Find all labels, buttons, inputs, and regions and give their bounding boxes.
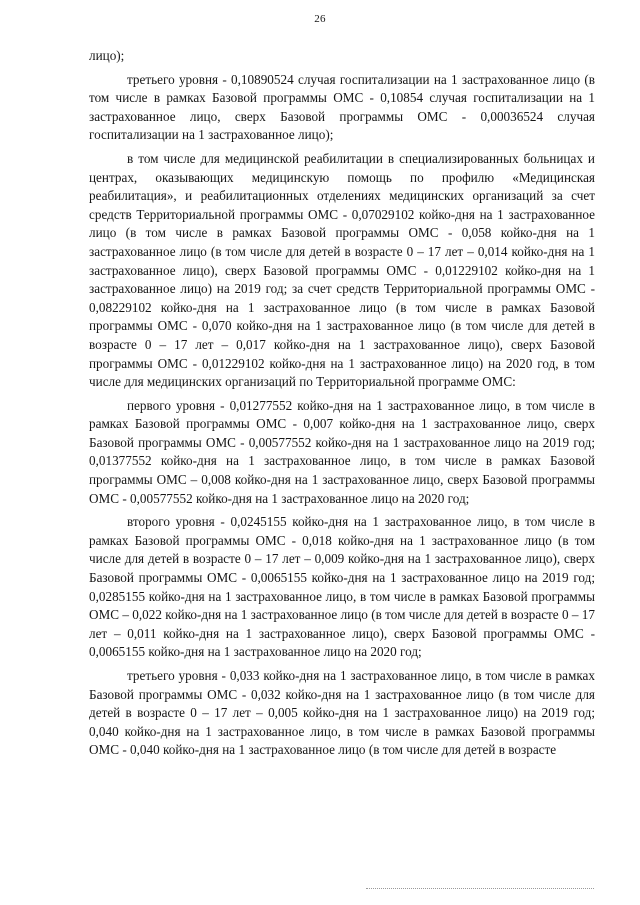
- paragraph-first-level: первого уровня - 0,01277552 койко-дня на 1 застрахованное лицо, в том числе в рамках Базовой программы ОМС - 0,007 койко-дня на 1 застрахованное лицо, сверх Базовой программы ОМС - 0,00577552 койко-дня на 1 застрахованное лицо на 2019 год; 0,01377552 койко-дня на 1 застрахованное лицо, в том числе в рамках Базовой программы ОМС – 0,008 койко-дня на 1 застрахованное лицо, сверх Базовой программы ОМС - 0,00577552 койко-дня на 1 застрахованное лицо на 2020 год;: [89, 397, 595, 506]
- document-body: [89, 47, 595, 765]
- paragraph-third-level: третьего уровня - 0,033 койко-дня на 1 застрахованное лицо, в том числе в рамках Базовой программы ОМС - 0,032 койко-дня на 1 застрахованное лицо (в том числе для детей в возрасте 0 – 17 лет – 0,005 койко-дня на 1 застрахованное лицо) на 2019 год; 0,040 койко-дня на 1 застрахованное лицо, в том числе в рамках Базовой программы ОМС - 0,040 койко-дня на 1 застрахованное лицо (в том числе для детей в возрасте: [89, 668, 595, 758]
- paragraph-continuation: лицо);: [89, 48, 125, 63]
- paragraph-second-level: второго уровня - 0,0245155 койко-дня на 1 застрахованное лицо, в том числе в рамках Базовой программы ОМС - 0,018 койко-дня на 1 застрахованное лицо (в том числе для детей в возрасте 0 – 17 лет – 0,009 койко-дня на 1 застрахованное лицо), сверх Базовой программы ОМС - 0,0065155 койко-дня на 1 застрахованное лицо на 2019 год; 0,0285155 койко-дня на 1 застрахованное лицо, в том числе в рамках Базовой программы ОМС – 0,022 койко-дня на 1 застрахованное лицо (в том числе для детей в возрасте 0 – 17 лет – 0,011 койко-дня на 1 застрахованное лицо), сверх Базовой программы ОМС - 0,0065155 койко-дня на 1 застрахованное лицо на 2020 год;: [89, 514, 595, 660]
- page-number: 26: [314, 13, 326, 25]
- footer-divider: [366, 888, 594, 889]
- paragraph-third-level-hospitalization: третьего уровня - 0,10890524 случая госпитализации на 1 застрахованное лицо (в том числе в рамках Базовой программы ОМС - 0,10854 случая госпитализации на 1 застрахованное лицо, сверх Базовой программы ОМС - 0,00036524 случая госпитализации на 1 застрахованное лицо);: [89, 71, 595, 143]
- paragraph-medical-rehabilitation: в том числе для медицинской реабилитации в специализированных больницах и центрах, оказывающих медицинскую помощь по профилю «Медицинская реабилитация», и реабилитационных отделениях медицинских организаций за счет средств Территориальной программы ОМС - 0,07029102 койко-дня на 1 застрахованное лицо (в том числе в рамках Базовой программы ОМС - 0,058 койко-дня на 1 застрахованное лицо (в том числе для детей в возрасте 0 – 17 лет – 0,014 койко-дня на 1 застрахованное лицо), сверх Базовой программы ОМС - 0,01229102 койко-дня на 1 застрахованное лицо) на 2019 год; за счет средств Территориальной программы ОМС - 0,08229102 койко-дня на 1 застрахованное лицо (в том числе в рамках Базовой программы ОМС - 0,070 койко-дня на 1 застрахованное лицо (в том числе для детей в возрасте 0 – 17 лет – 0,017 койко-дня на 1 застрахованное лицо), сверх Базовой программы ОМС - 0,01229102 койко-дня на 1 застрахованное лицо) на 2020 год, в том числе для медицинских организаций по Территориальной программе ОМС:: [89, 150, 595, 390]
